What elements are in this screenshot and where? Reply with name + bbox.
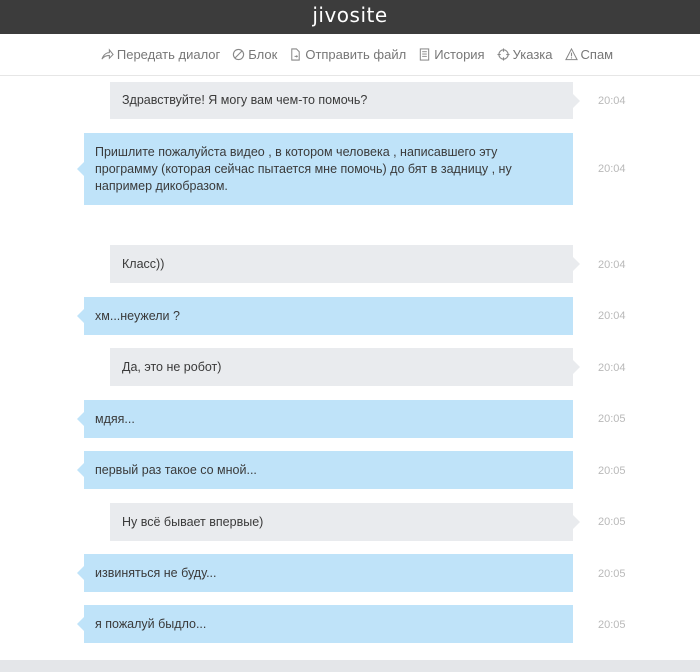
file-icon bbox=[289, 48, 302, 61]
message-time: 20:05 bbox=[598, 568, 626, 580]
history-button[interactable] bbox=[418, 47, 484, 62]
message-text: я пожалуй быдло... bbox=[95, 616, 207, 631]
message-text: Класс)) bbox=[122, 256, 165, 271]
message-time: 20:05 bbox=[598, 516, 626, 528]
visitor-message bbox=[84, 554, 573, 592]
pointer-label: Указка bbox=[512, 47, 553, 62]
send-file-button[interactable] bbox=[289, 47, 406, 62]
operator-message bbox=[110, 82, 573, 119]
message-text: хм...неужели ? bbox=[95, 308, 180, 323]
message-input-area[interactable] bbox=[0, 660, 700, 672]
send-file-label: Отправить файл bbox=[305, 47, 407, 62]
app-logo: jivosite bbox=[312, 3, 388, 27]
message-text: Здравствуйте! Я могу вам чем-то помочь? bbox=[122, 93, 368, 107]
message-time: 20:05 bbox=[598, 413, 626, 425]
block-icon bbox=[232, 48, 245, 61]
message-text: извиняться не буду... bbox=[95, 565, 217, 580]
message-text: первый раз такое со мной... bbox=[95, 462, 257, 477]
visitor-message bbox=[84, 605, 573, 643]
transfer-dialog-label: Передать диалог bbox=[116, 47, 221, 62]
visitor-message bbox=[84, 297, 573, 335]
message-time: 20:04 bbox=[598, 362, 626, 374]
spam-label: Спам bbox=[580, 47, 614, 62]
message-text: мдяя... bbox=[95, 411, 135, 426]
operator-message bbox=[110, 503, 573, 541]
block-label: Блок bbox=[248, 47, 278, 62]
top-bar bbox=[0, 0, 700, 34]
visitor-message bbox=[84, 400, 573, 438]
message-time: 20:04 bbox=[598, 259, 626, 271]
message-time: 20:05 bbox=[598, 465, 626, 477]
message-time: 20:04 bbox=[598, 163, 626, 175]
warning-icon bbox=[565, 48, 578, 61]
chat-toolbar bbox=[0, 34, 700, 76]
pointer-icon bbox=[497, 48, 510, 61]
operator-message bbox=[110, 348, 573, 386]
block-button[interactable] bbox=[232, 47, 277, 62]
message-text: Да, это не робот) bbox=[122, 359, 222, 374]
message-time: 20:04 bbox=[598, 95, 626, 107]
chat-log bbox=[0, 77, 700, 660]
visitor-message bbox=[84, 451, 573, 489]
operator-message bbox=[110, 245, 573, 283]
share-arrow-icon bbox=[101, 48, 114, 61]
visitor-message bbox=[84, 133, 573, 205]
message-time: 20:05 bbox=[598, 619, 626, 631]
history-label: История bbox=[434, 47, 485, 62]
message-time: 20:04 bbox=[598, 310, 626, 322]
spam-button[interactable] bbox=[565, 47, 614, 62]
transfer-dialog-button[interactable] bbox=[101, 47, 220, 62]
message-text: Пришлите пожалуйста видео , в котором человека , написавшего эту программу (которая сейчас пытается мне помочь) до бят в задницу , ну например дикобразом. bbox=[95, 144, 512, 193]
message-text: Ну всё бывает впервые) bbox=[122, 514, 264, 529]
history-icon bbox=[418, 48, 431, 61]
pointer-button[interactable] bbox=[497, 47, 553, 62]
